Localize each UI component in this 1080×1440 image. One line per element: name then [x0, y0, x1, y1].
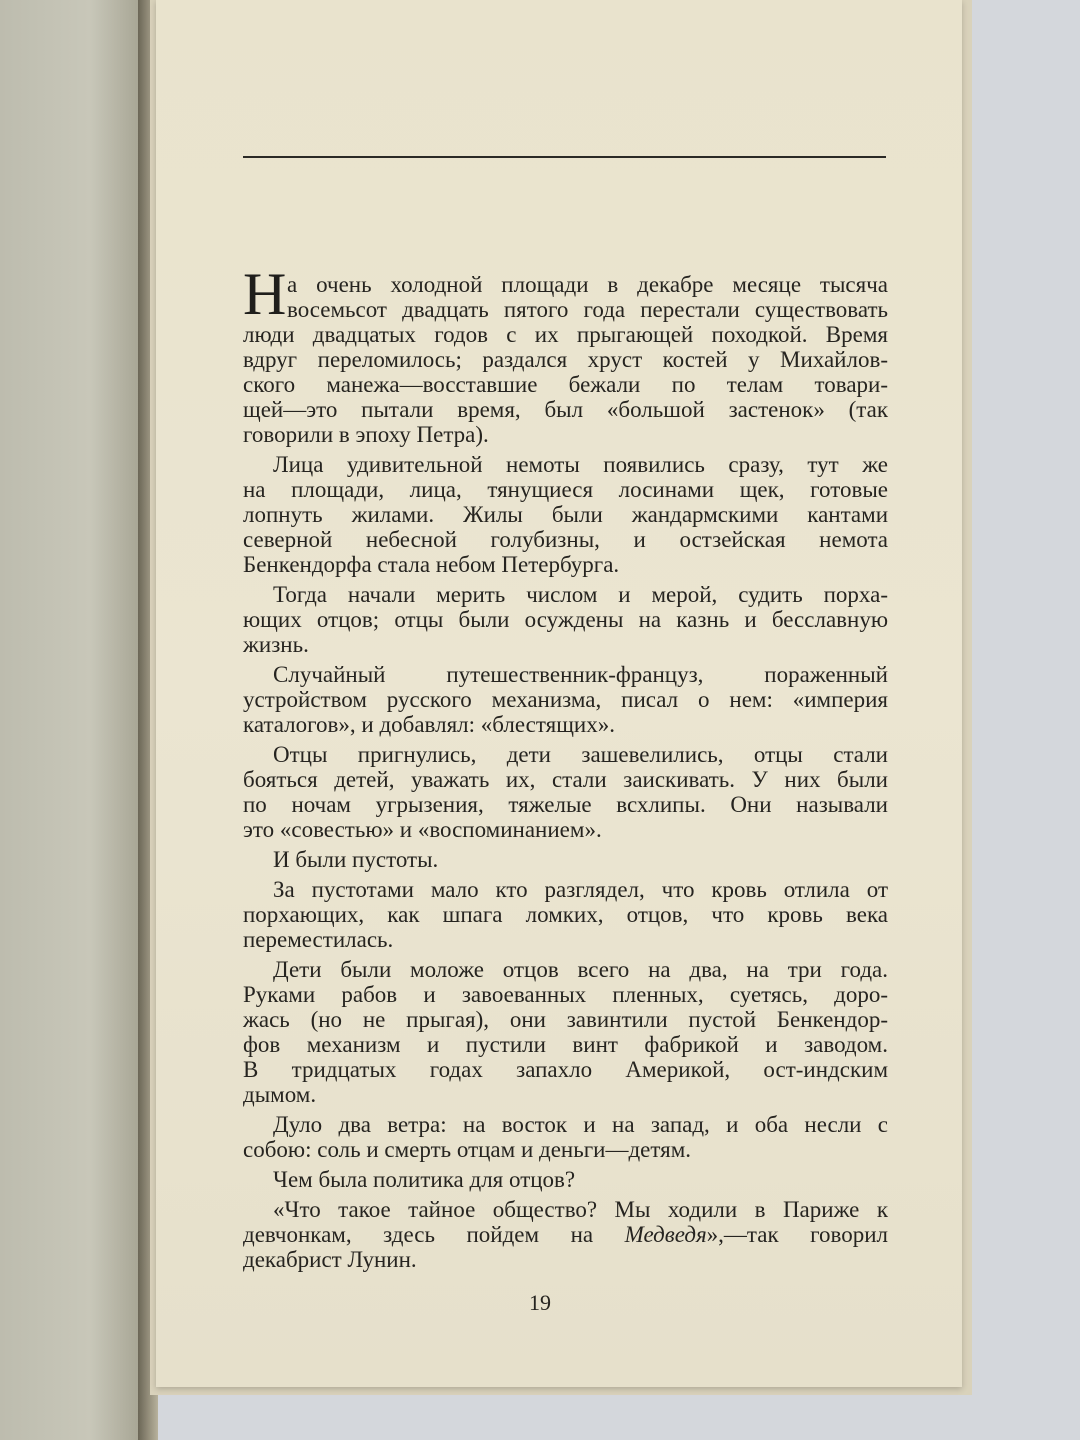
text-line: переместилась. — [243, 927, 394, 952]
text-line: ющих отцов; отцы были осуждены на казнь и бесславную — [243, 607, 888, 632]
paragraph — [243, 1197, 888, 1272]
text-line — [243, 1222, 888, 1247]
text-line: За пустотами мало кто разглядел, что кровь отлила от — [273, 877, 888, 902]
drop-cap: Н — [243, 261, 287, 327]
header-rule — [243, 156, 886, 158]
text-line: Дуло два ветра: на восток и на запад, и оба несли с — [273, 1112, 888, 1137]
text-line: на площади, лица, тянущиеся лосинами щек, готовые — [243, 477, 888, 502]
text-segment: »,—так говорил — [706, 1222, 888, 1247]
text-line: устройством русского механизма, писал о нем: «империя — [243, 687, 888, 712]
paragraph — [243, 452, 888, 577]
text-line: восемьсот двадцать пятого года перестали существовать — [287, 297, 888, 322]
paragraph — [243, 877, 888, 952]
paragraph — [243, 742, 888, 842]
text-line: люди двадцатых годов с их прыгающей походкой. Время — [243, 322, 888, 347]
paragraph — [243, 582, 888, 657]
text-line: Дети были моложе отцов всего на два, на три года. — [273, 957, 888, 982]
text-line: это «совестью» и «воспоминанием». — [243, 817, 602, 842]
text-line: «Что такое тайное общество? Мы ходили в Париже к — [273, 1197, 888, 1222]
paragraph — [243, 957, 888, 1107]
text-line: Бенкендорфа стала небом Петербурга. — [243, 552, 620, 577]
text-line: а очень холодной площади в декабре месяце тысяча — [287, 272, 888, 297]
text-line: Тогда начали мерить числом и мерой, судить порха- — [273, 582, 888, 607]
text-line: В тридцатых годах запахло Америкой, ост-индским — [243, 1057, 888, 1082]
text-line: Отцы пригнулись, дети зашевелились, отцы стали — [273, 742, 888, 767]
text-line: северной небесной голубизны, и остзейская немота — [243, 527, 888, 552]
text-line: говорили в эпоху Петра). — [243, 422, 489, 447]
text-line: дымом. — [243, 1082, 317, 1107]
page-number: 19 — [529, 1290, 551, 1315]
paragraph — [243, 847, 888, 872]
text-line: по ночам угрызения, тяжелые всхлипы. Они называли — [243, 792, 888, 817]
body-text — [243, 261, 888, 1277]
text-line: собою: соль и смерть отцам и деньги—детям. — [243, 1137, 691, 1162]
text-line: щей—это пытали время, был «большой застенок» (так — [243, 397, 888, 422]
text-line: Руками рабов и завоеванных пленных, суетясь, доро- — [243, 982, 888, 1007]
paragraph — [243, 272, 888, 447]
text-line: бояться детей, уважать их, стали заискивать. У них были — [243, 767, 888, 792]
text-line: Лица удивительной немоты появились сразу, тут же — [273, 452, 888, 477]
text-line: Случайный путешественник-француз, пораженный — [273, 662, 888, 687]
text-line: порхающих, как шпага ломких, отцов, что кровь века — [243, 902, 888, 927]
text-segment: девчонкам, здесь пойдем на — [243, 1222, 625, 1247]
paragraph — [243, 662, 888, 737]
facing-page — [0, 0, 150, 1440]
text-line: лопнуть жилами. Жилы были жандармскими кантами — [243, 502, 888, 527]
text-line: фов механизм и пустили винт фабрикой и заводом. — [243, 1032, 888, 1057]
paragraph — [243, 1167, 888, 1192]
text-line: Чем была политика для отцов? — [273, 1167, 576, 1192]
text-line: декабрист Лунин. — [243, 1247, 417, 1272]
text-line: каталогов», и добавлял: «блестящих». — [243, 712, 615, 737]
text-line: ского манежа—восставшие бежали по телам товари- — [243, 372, 888, 397]
text-line: вдруг переломилось; раздался хруст костей у Михайлов- — [243, 347, 888, 372]
paragraph — [243, 1112, 888, 1162]
text-line: И были пустоты. — [273, 847, 439, 872]
text-line: жизнь. — [243, 632, 309, 657]
text-line: жась (но не прыгая), они завинтили пустой Бенкендор- — [243, 1007, 888, 1032]
italic-text: Медведя — [624, 1222, 707, 1247]
